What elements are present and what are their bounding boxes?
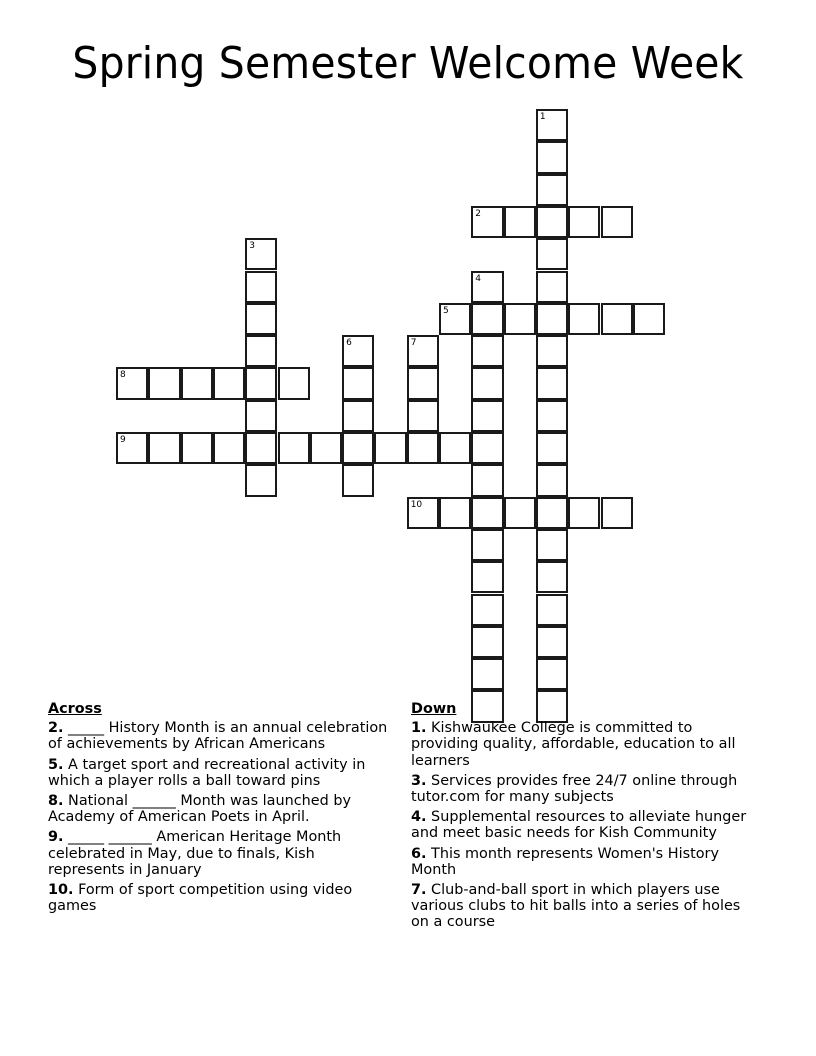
grid-cell[interactable] [278,432,310,464]
grid-cell[interactable] [245,400,277,432]
grid-cell[interactable] [536,367,568,399]
cell-number: 5 [443,305,449,316]
grid-cell[interactable] [536,109,568,141]
cell-number: 10 [410,499,423,510]
grid-cell[interactable] [342,464,374,496]
grid-cell[interactable] [601,497,633,529]
grid-cell[interactable] [407,335,439,367]
grid-cell[interactable] [439,497,471,529]
grid-cell[interactable] [148,432,180,464]
grid-cell[interactable] [471,561,503,593]
puzzle-title: Spring Semester Welcome Week [72,38,744,89]
grid-cell[interactable] [536,497,568,529]
cell-number: 6 [346,338,352,349]
clue-number: 9. [48,829,64,846]
grid-cell[interactable] [536,271,568,303]
clue-text: Services provides free 24/7 online through tutor.com for many subjects [411,772,738,806]
clue-down-7 [411,882,761,931]
grid-cell[interactable] [310,432,342,464]
down-clues [411,701,761,935]
clue-text: Supplemental resources to alleviate hunger and meet basic needs for Kish Community [411,809,747,842]
clue-across-10 [48,882,388,914]
cell-number: 3 [249,241,255,252]
grid-cell[interactable] [245,238,277,270]
cell-number: 7 [410,338,417,349]
clue-text: Form of sport competition using video games [48,882,353,915]
clue-number: 5. [48,756,64,773]
clue-number: 10. [48,882,74,899]
grid-cell[interactable] [342,367,374,399]
grid-cell[interactable] [116,432,148,464]
grid-cell[interactable] [504,206,536,238]
clue-across-9 [48,829,388,878]
clue-across-8 [48,793,388,825]
grid-cell[interactable] [213,432,245,464]
grid-cell[interactable] [471,335,503,367]
clue-down-3 [411,773,761,805]
clue-number: 7. [411,882,427,899]
grid-cell[interactable] [439,432,471,464]
grid-cell[interactable] [471,529,503,561]
grid-cell[interactable] [245,367,277,399]
clue-number: 1. [411,720,427,737]
clue-text: _____ ______ American Heritage Month celebrated in May, due to finals, Kish represents in January [48,829,342,878]
grid-cell[interactable] [342,335,374,367]
grid-cell[interactable] [374,432,406,464]
grid-cell[interactable] [504,497,536,529]
grid-cell[interactable] [471,432,503,464]
grid-cell[interactable] [245,303,277,335]
grid-cell[interactable] [116,367,148,399]
grid-cell[interactable] [245,335,277,367]
grid-cell[interactable] [407,432,439,464]
grid-cell[interactable] [407,400,439,432]
grid-cell[interactable] [633,303,665,335]
cell-number: 2 [475,208,482,219]
cell-number: 4 [475,273,482,284]
grid-cell[interactable] [245,432,277,464]
down-heading: Down [411,701,457,717]
clue-down-1 [411,720,761,769]
grid-cell[interactable] [536,174,568,206]
grid-cell[interactable] [536,594,568,626]
grid-cell[interactable] [148,367,180,399]
grid-cell[interactable] [536,626,568,658]
clue-text: A target sport and recreational activity in which a player rolls a ball toward pins [48,756,366,789]
clue-down-4 [411,809,761,841]
grid-cell[interactable] [471,400,503,432]
grid-cell[interactable] [471,464,503,496]
grid-cell[interactable] [181,367,213,399]
clue-number: 4. [411,809,427,826]
clue-text: This month represents Women's History Month [411,845,719,878]
grid-cell[interactable] [471,367,503,399]
clue-number: 8. [48,793,64,810]
grid-cell[interactable] [536,238,568,270]
grid-cell[interactable] [536,561,568,593]
grid-cell[interactable] [536,658,568,690]
grid-cell[interactable] [536,432,568,464]
grid-cell[interactable] [536,464,568,496]
grid-cell[interactable] [278,367,310,399]
grid-cell[interactable] [536,335,568,367]
grid-cell[interactable] [601,303,633,335]
clue-number: 6. [411,845,427,862]
grid-cell[interactable] [471,303,503,335]
grid-cell[interactable] [536,141,568,173]
grid-cell[interactable] [471,271,503,303]
grid-cell[interactable] [439,303,471,335]
grid-cell[interactable] [536,529,568,561]
grid-cell[interactable] [471,658,503,690]
grid-cell[interactable] [471,626,503,658]
grid-cell[interactable] [568,303,600,335]
cell-number: 9 [120,435,126,445]
cell-number: 1 [539,112,546,122]
clue-text: Club-and-ball sport in which players use various clubs to hit balls into a series of holes on a course [411,882,741,931]
clue-text: _____ History Month is an annual celebration of achievements by African Americans [48,720,388,753]
grid-cell[interactable] [471,206,503,238]
grid-cell[interactable] [601,206,633,238]
grid-cell[interactable] [213,367,245,399]
clue-number: 2. [48,720,64,737]
grid-cell[interactable] [471,594,503,626]
grid-cell[interactable] [407,367,439,399]
clue-text: National ______ Month was launched by Academy of American Poets in April. [48,793,351,826]
cell-number: 8 [120,370,126,381]
grid-cell[interactable] [536,303,568,335]
clue-down-6 [411,846,761,878]
clue-number: 3. [411,772,427,789]
grid-cell[interactable] [504,303,536,335]
grid-cell[interactable] [181,432,213,464]
grid-cell[interactable] [245,464,277,496]
grid-cell[interactable] [342,400,374,432]
grid-cell[interactable] [568,497,600,529]
clue-text: Kishwaukee College is committed to providing quality, affordable, education to all learners [411,720,736,769]
grid-cell[interactable] [568,206,600,238]
grid-cell[interactable] [245,271,277,303]
grid-cell[interactable] [342,432,374,464]
grid-cell[interactable] [536,400,568,432]
across-clues [48,701,388,918]
across-heading: Across [48,701,102,717]
clue-across-5 [48,757,388,789]
grid-cell[interactable] [536,206,568,238]
clue-across-2 [48,720,388,752]
grid-cell[interactable] [407,497,439,529]
grid-cell[interactable] [471,497,503,529]
